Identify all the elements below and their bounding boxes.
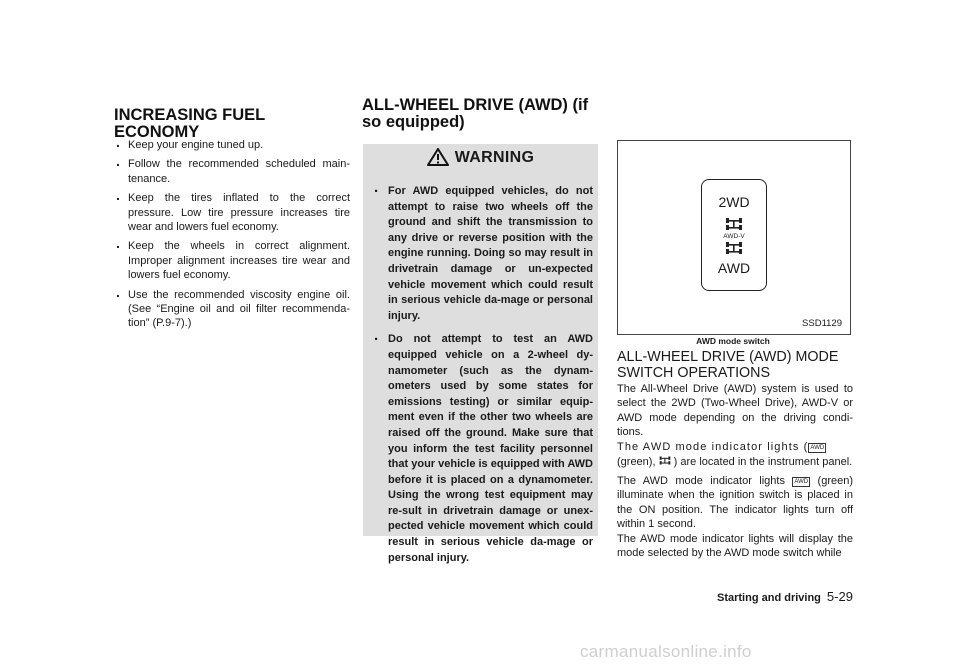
section-title-awd: ALL-WHEEL DRIVE (AWD) (if so equipped): [362, 96, 589, 131]
warning-list: [373, 184, 593, 574]
switch-label-2wd: 2WD: [718, 194, 750, 210]
switch-label-awd: AWD: [717, 260, 751, 276]
awd-switch-figure: [617, 140, 851, 335]
switch-label-awd-v: AWD-V: [723, 233, 745, 240]
watermark: carmanualsonline.info: [580, 642, 752, 661]
awd-indicator-icon: AWD: [794, 479, 809, 485]
page-number: 5-29: [826, 589, 853, 604]
awd-mode-switch: [701, 179, 767, 291]
section-title-awd-switch: ALL-WHEEL DRIVE (AWD) MODE SWITCH OPERATIONS: [617, 349, 839, 381]
paragraph-text: (green),: [617, 456, 656, 468]
paragraph: The AWD mode indicator lights will display the mode selected by the AWD mode switch while: [617, 533, 853, 560]
paragraph: [617, 455, 853, 469]
warning-box: [363, 144, 598, 564]
warning-header: [363, 148, 598, 171]
section-title-fuel-economy: INCREASING FUEL ECONOMY: [114, 106, 265, 141]
list-item: . Use the recommended viscosity engine oil. (See “Engine oil and oil filter recommenda-tion” (P.9-7).): [114, 288, 350, 331]
fuel-tips-list: [114, 138, 350, 336]
paragraph-text: The AWD mode indicator lights: [617, 475, 785, 487]
figure-caption: AWD mode switch: [696, 336, 770, 346]
list-item: . Keep the wheels in correct alignment. Improper alignment increases tire wear and lowers fuel economy.: [114, 239, 350, 282]
awd-drivetrain-icon: [725, 241, 743, 260]
figure-code: SSD1129: [802, 318, 842, 329]
paragraph-text: ) are located in the instrument panel.: [673, 456, 853, 468]
awd-indicator-icon: AWD: [810, 445, 825, 451]
paragraph-text: (green) illuminate when the ignition switch is placed in the ON position. The indicator lights turn off within 1 second.: [617, 475, 854, 530]
paragraph: [617, 440, 853, 454]
list-item: . Follow the recommended scheduled main-tenance.: [114, 157, 350, 186]
paragraph: The All-Wheel Drive (AWD) system is used to select the 2WD (Two-Wheel Drive), AWD-V or AWD mode depending on the driving condi-tions.: [617, 383, 853, 438]
paragraph-text: The AWD mode indicator lights (: [617, 441, 809, 453]
paragraph: [617, 474, 853, 531]
warning-triangle-icon: [427, 148, 449, 171]
awd-v-indicator-icon: [659, 456, 674, 468]
list-item: . Keep your engine tuned up.: [114, 138, 350, 152]
list-item: . For AWD equipped vehicles, do not attempt to raise two wheels off the ground and shift the transmission to any drive or reverse position with the engine running. Doing so may result in drivetrain damage or un-expected vehicle movement which could result in serious vehicle da-mage or personal injury.: [373, 184, 593, 324]
list-item: . Do not attempt to test an AWD equipped vehicle on a 2-wheel dy-namometer (such as the dynam-ometers used by some states for emissions testing) or similar equip-ment even if the other two wheels are raised off the ground. Make sure that you inform the test facility personnel that your vehicle is equipped with AWD before it is placed on a dynamometer. Using the wrong test equipment may re-sult in drivetrain damage or unex-pected vehicle movement which could result in serious vehicle da-mage or personal injury.: [373, 332, 593, 566]
footer-section: Starting and driving: [717, 592, 821, 604]
page-footer: [717, 589, 853, 604]
list-item: . Keep the tires inflated to the correct pressure. Low tire pressure increases tire wear and lowers fuel economy.: [114, 191, 350, 234]
warning-label: WARNING: [454, 149, 535, 166]
